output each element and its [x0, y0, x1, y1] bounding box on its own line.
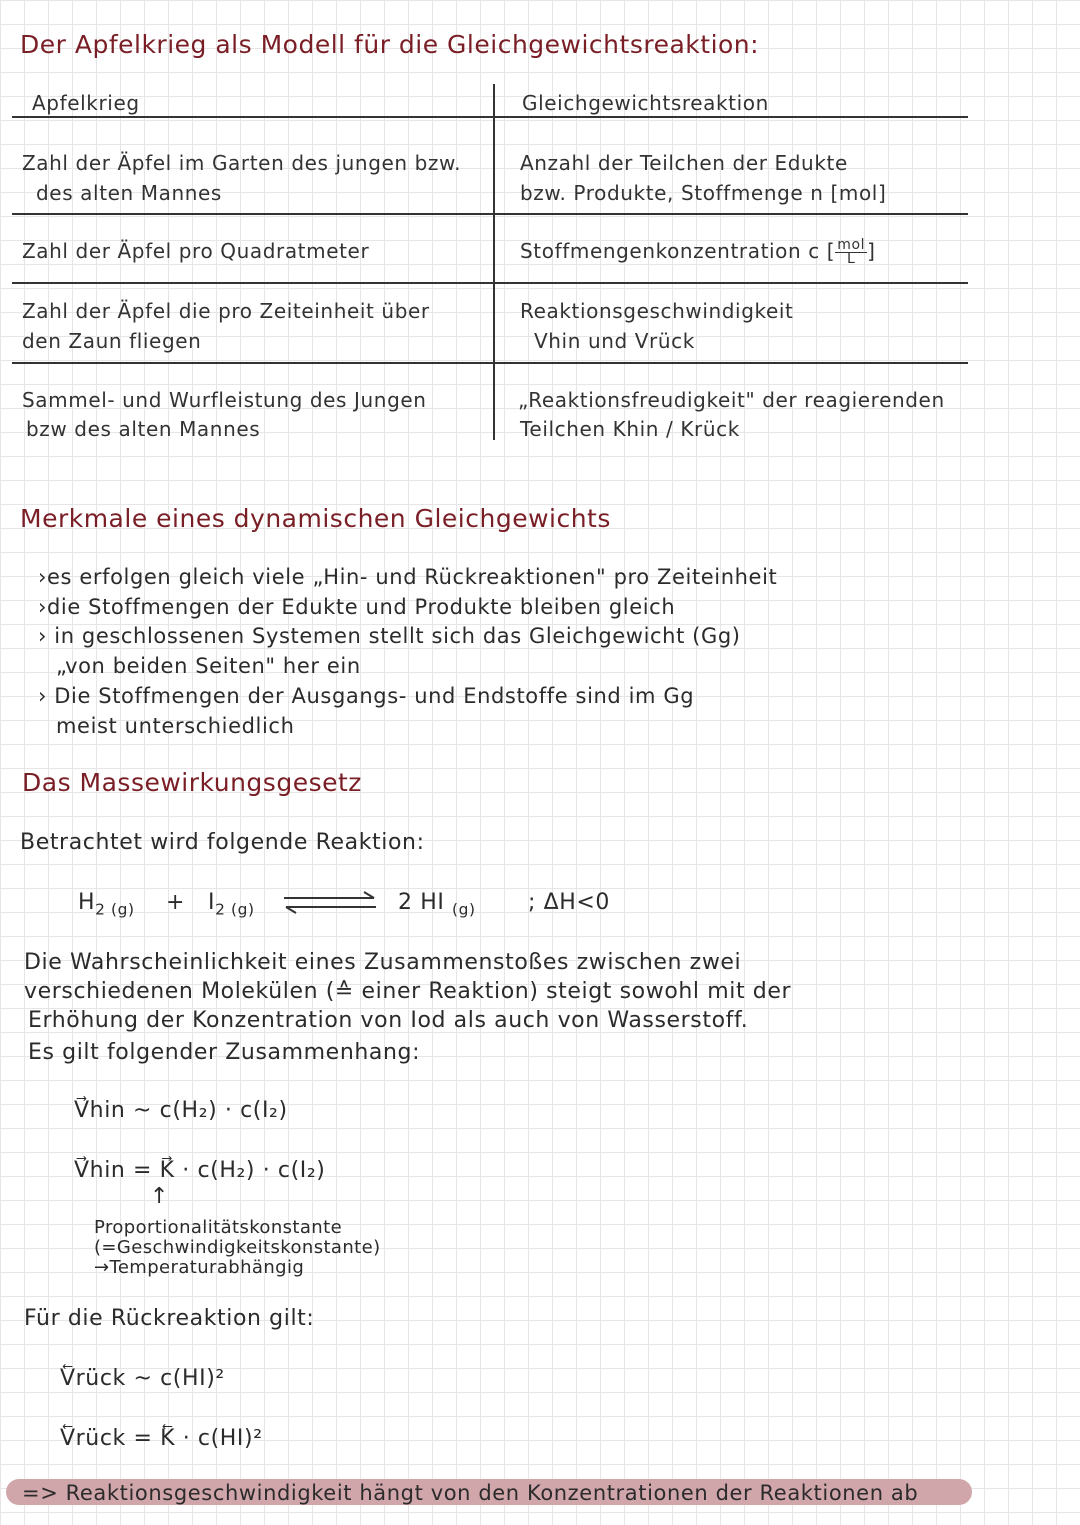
paragraph-line: Die Wahrscheinlichkeit eines Zusammenstoßes zwischen zwei	[24, 950, 742, 975]
table-row-4-left-line2: bzw des alten Mannes	[26, 417, 261, 441]
table-row-3-left-line2: den Zaun fliegen	[22, 329, 202, 353]
reaction-intro: Betrachtet wird folgende Reaktion:	[20, 830, 425, 855]
list-item: ›es erfolgen gleich viele „Hin- und Rückreaktionen" pro Zeiteinheit	[38, 565, 778, 589]
up-arrow-icon: ↑	[150, 1184, 170, 1209]
table-header-right: Gleichgewichtsreaktion	[522, 91, 769, 115]
back-reaction-intro: Für die Rückreaktion gilt:	[24, 1306, 315, 1331]
table-row-1-left-line1: Zahl der Äpfel im Garten des jungen bzw.	[22, 151, 462, 175]
conclusion-text: => Reaktionsgeschwindigkeit hängt von den Konzentrationen der Reaktionen ab	[22, 1481, 919, 1505]
table-row-3-right-line1: Reaktionsgeschwindigkeit	[520, 299, 794, 323]
table-row-3-left-line1: Zahl der Äpfel die pro Zeiteinheit über	[22, 299, 430, 323]
table-row-1-left-line2: des alten Mannes	[36, 181, 222, 205]
table-row-2-left: Zahl der Äpfel pro Quadratmeter	[22, 239, 370, 263]
equilibrium-arrow-icon	[280, 890, 380, 916]
list-item: › Die Stoffmengen der Ausgangs- und Endstoffe sind im Gg	[38, 684, 695, 708]
page-title: Der Apfelkrieg als Modell für die Gleichgewichtsreaktion:	[20, 30, 760, 59]
table-divider	[12, 213, 968, 215]
constant-note: Proportionalitätskonstante (=Geschwindigkeitskonstante) →Temperaturabhängig	[94, 1217, 381, 1278]
equation-forward: V⃗hin = K⃗ · c(H₂) · c(I₂)	[74, 1158, 326, 1183]
enthalpy: ; ΔH<0	[528, 890, 611, 915]
list-item: „von beiden Seiten" her ein	[56, 654, 361, 678]
equation-forward-proportional: V⃗hin ~ c(H₂) · c(I₂)	[74, 1098, 288, 1123]
table-row-1-right-line1: Anzahl der Teilchen der Edukte	[520, 151, 848, 175]
table-row-2-right: Stoffmengenkonzentration c [ $\frac{\text{mol}}{L}$ ]	[520, 237, 876, 267]
equation-backward-proportional: V⃖rück ~ c(HI)²	[60, 1366, 225, 1391]
table-divider	[12, 116, 968, 118]
table-row-4-right-line2: Teilchen Khin / Krück	[520, 417, 740, 441]
table-header-left: Apfelkrieg	[32, 91, 140, 115]
paragraph-line: verschiedenen Molekülen (≙ einer Reaktion) steigt sowohl mit der	[24, 979, 792, 1004]
table-row-4-left-line1: Sammel- und Wurfleistung des Jungen	[22, 388, 427, 412]
table-divider	[12, 282, 968, 284]
section-heading-mass-action-law: Das Massewirkungsgesetz	[22, 768, 362, 797]
table-row-3-right-line2: Vhin und Vrück	[534, 329, 695, 353]
reactant-i2: $I_{2 (g)}$	[208, 890, 255, 919]
table-row-4-right-line1: „Reaktionsfreudigkeit" der reagierenden	[518, 388, 945, 412]
paragraph-line: Es gilt folgender Zusammenhang:	[28, 1040, 421, 1065]
list-item: ›die Stoffmengen der Edukte und Produkte bleiben gleich	[38, 595, 676, 619]
table-column-divider	[493, 84, 495, 440]
list-item: meist unterschiedlich	[56, 714, 295, 738]
list-item: › in geschlossenen Systemen stellt sich das Gleichgewicht (Gg)	[38, 624, 741, 648]
product-hi: 2 HI $_{(g)}$	[398, 890, 476, 919]
reactant-h2: $H_{2 (g)}$	[78, 890, 135, 919]
unit-fraction: $\frac{\text{mol}}{L}$	[837, 237, 866, 267]
table-row-1-right-line2: bzw. Produkte, Stoffmenge n [mol]	[520, 181, 887, 205]
section-heading-dynamic-equilibrium: Merkmale eines dynamischen Gleichgewichts	[20, 504, 611, 533]
table-divider	[12, 362, 968, 364]
equation-backward: V⃖rück = K⃖ · c(HI)²	[60, 1426, 263, 1451]
paragraph-line: Erhöhung der Konzentration von Iod als auch von Wasserstoff.	[28, 1008, 749, 1033]
plus-sign: +	[166, 890, 186, 915]
